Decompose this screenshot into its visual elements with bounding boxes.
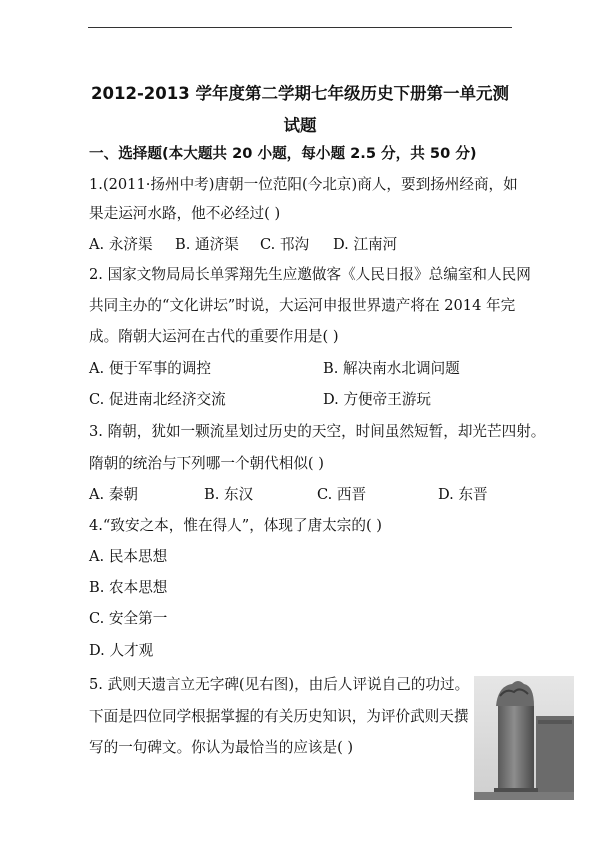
- question-2-text: 2. 国家文物局局长单霁翔先生应邀做客《人民日报》总编室和人民网: [89, 266, 531, 283]
- q4-option-d: D. 人才观: [89, 642, 154, 659]
- question-3-text: 3. 隋朝，犹如一颗流星划过历史的天空，时间虽然短暂，却光芒四射。: [89, 423, 546, 440]
- wordless-stele-image: [474, 676, 574, 800]
- header-rule: [88, 27, 512, 28]
- q2-option-d: D. 方便帝王游玩: [323, 391, 432, 408]
- q1-option-a: A. 永济渠: [89, 236, 153, 253]
- question-1-text-cont: 果走运河水路，他不必经过( ): [89, 205, 281, 222]
- question-5-text-cont: 下面是四位同学根据掌握的有关历史知识，为评价武则天撰: [89, 708, 469, 725]
- q4-option-b: B. 农本思想: [89, 579, 168, 596]
- question-3-text-cont: 隋朝的统治与下列哪一个朝代相似( ): [89, 455, 324, 472]
- q1-option-b: B. 通济渠: [175, 236, 239, 253]
- q1-option-d: D. 江南河: [333, 236, 398, 253]
- q3-option-d: D. 东晋: [438, 486, 488, 503]
- question-2-text-cont: 共同主办的“文化讲坛”时说，大运河申报世界遗产将在 2014 年完: [89, 297, 516, 314]
- q4-option-c: C. 安全第一: [89, 610, 168, 627]
- question-4-text: 4.“致安之本，惟在得人”，体现了唐太宗的( ): [89, 517, 382, 534]
- q4-option-a: A. 民本思想: [89, 548, 168, 565]
- q2-option-c: C. 促进南北经济交流: [89, 391, 226, 408]
- q3-option-a: A. 秦朝: [89, 486, 139, 503]
- q2-option-b: B. 解决南水北调问题: [323, 360, 460, 377]
- section-heading: 一、选择题(本大题共 20 小题，每小题 2.5 分，共 50 分): [89, 145, 477, 162]
- q3-option-c: C. 西晋: [317, 486, 367, 503]
- q1-option-c: C. 邗沟: [260, 236, 310, 253]
- exam-title: 2012-2013 学年度第二学期七年级历史下册第一单元测: [91, 84, 509, 103]
- question-1-text: 1.(2011·扬州中考)唐朝一位范阳(今北京)商人，要到扬州经商，如: [89, 176, 518, 193]
- question-2-text-cont2: 成。隋朝大运河在古代的重要作用是( ): [89, 328, 339, 345]
- question-5-text-cont2: 写的一句碑文。你认为最恰当的应该是( ): [89, 739, 354, 756]
- q2-option-a: A. 便于军事的调控: [89, 360, 211, 377]
- q3-option-b: B. 东汉: [204, 486, 254, 503]
- question-5-text: 5. 武则天遗言立无字碑(见右图)，由后人评说自己的功过。: [89, 676, 470, 693]
- exam-title-continued: 试题: [283, 116, 317, 135]
